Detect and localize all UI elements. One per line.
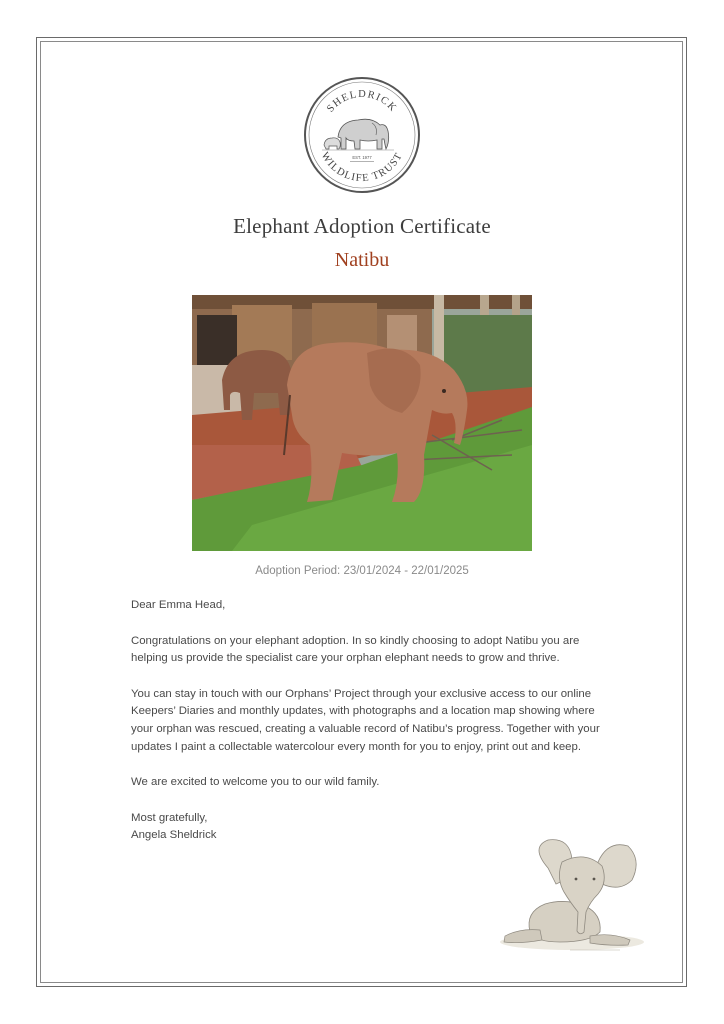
logo-top-text: SHELDRICK — [325, 88, 399, 115]
letter-greeting: Dear Emma Head, — [131, 599, 226, 611]
letter-body — [131, 597, 601, 845]
watercolour-baby-elephant-illustration — [490, 832, 650, 960]
certificate-title: Elephant Adoption Certificate — [233, 214, 491, 238]
adoption-period: Adoption Period: 23/01/2024 - 22/01/2025 — [255, 565, 469, 577]
letter-signature: Angela Sheldrick — [131, 829, 217, 842]
letter-paragraph: Congratulations on your elephant adoption. In so kindly choosing to adopt Natibu you are helping us provide the specialist care your orphan elephant needs to grow and thrive. — [131, 634, 580, 665]
elephant-name: Natibu — [334, 249, 390, 271]
elephant-photo — [192, 295, 532, 551]
letter-paragraph: We are excited to welcome you to our wild family. — [131, 776, 380, 789]
logo-bottom-text: WILDLIFE TRUST — [318, 150, 406, 185]
letter-closing: Most gratefully, — [131, 811, 208, 824]
letter-paragraph: You can stay in touch with our Orphans’ Project through your exclusive access to our online Keepers’ Diaries and monthly updates, with photographs and a location map showing where your orphan was rescued, creating a valuable record of Natibu’s progress. Together with your updates I paint a collectable watercolour every month for you to enjoy, print out and keep. — [131, 687, 600, 753]
sheldrick-trust-logo — [302, 75, 422, 195]
logo-est-text: EST. 1977 — [352, 155, 372, 160]
